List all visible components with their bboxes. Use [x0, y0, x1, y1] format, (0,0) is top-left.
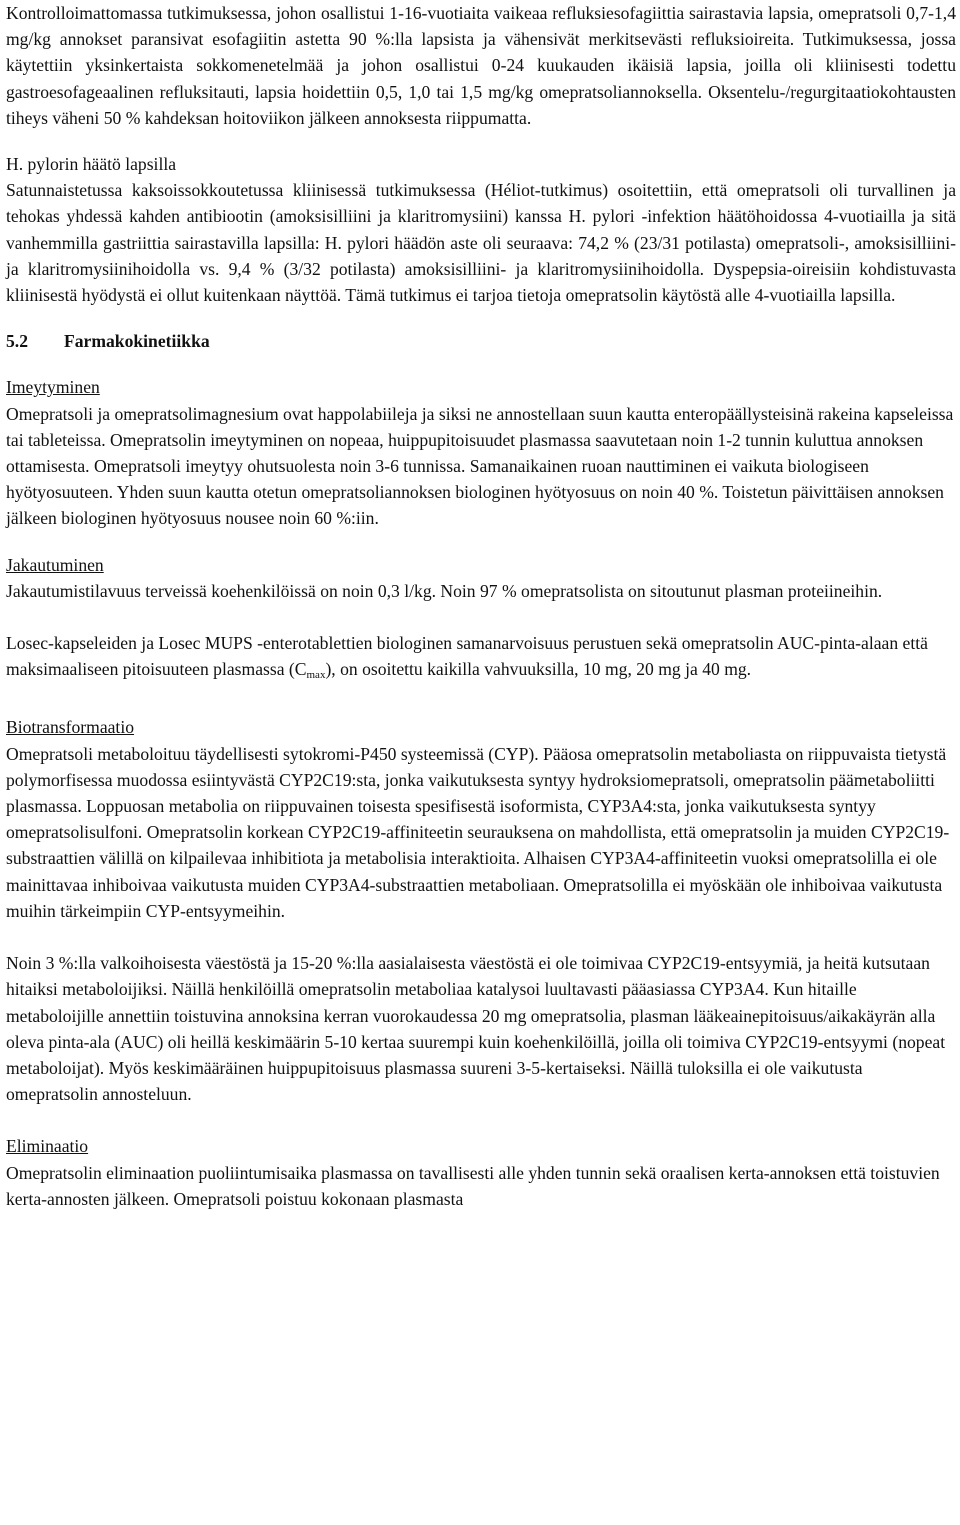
spacer [6, 688, 956, 714]
paragraph-poor-metabolisers: Noin 3 %:lla valkoihoisesta väestöstä ja 15-20 %:lla aasialaisesta väestöstä ei ole toimivaa CYP2C19-entsyymiä, ja heitä kutsutaan hitaiksi metaboloijiksi. Näillä henkilöillä omepratsolin metaboliaa katalysoi luultavasti pääasiassa CYP3A4. Kun hitaille metaboloijille annettiin toistuvina annoksina kerran vuorokaudessa 20 mg omepratsolia, plasman lääkeainepitoisuus/aikakäyrän alla oleva pinta-ala (AUC) oli heillä keskimäärin 5-10 kertaa suurempi kuin koehenkilöillä, joilla oli toimiva CYP2C19-entsyymi (nopeat metaboloijat). Myös keskimääräinen huippupitoisuus plasmassa suureni 3-5-kertaiseksi. Näillä tuloksilla ei ole vaikutusta omepratsolin annosteluun. [6, 953, 946, 1105]
spacer [6, 924, 956, 950]
cmax-subscript: max [306, 669, 326, 682]
paragraph-biotransformation: Omepratsoli metaboloituu täydellisesti sytokromi-P450 systeemissä (CYP). Pääosa omepratsolin metaboliasta on riippuvaista tietystä polymorfisessa muodossa esiintyvästä CYP2C19:sta, jonka vaikutuksesta syntyy hydroksiomepratsoli, omepratsolin päämetaboliitti plasmassa. Loppuosan metabolia on riippuvainen toisesta spesifisestä isoformista, CYP3A4:sta, jonka vaikutuksesta syntyy omepratsolisulfoni. Omepratsolin korkean CYP2C19-affiniteetin seurauksena on mahdollista, että omepratsolin ja muiden CYP2C19-substraattien välillä on kilpailevaa inhibitiota ja metabolisia interaktioita. Alhaisen CYP3A4-affiniteetin vuoksi omepratsolilla ei ole mainittavaa inhiboivaa vaikutusta muiden CYP3A4-substraattien metaboliaan. Omepratsolilla ei myöskään ole inhiboivaa vaikutusta muihin tärkeimpiin CYP-entsyymeihin. [6, 743, 950, 921]
losec-text-after: ), on osoitettu kaikilla vahvuuksilla, 10 mg, 20 mg ja 40 mg. [325, 659, 752, 680]
paragraph-absorption: Omepratsoli ja omepratsolimagnesium ovat happolabiileja ja siksi ne annostellaan suun kautta enteropäällysteisinä rakeina kapseleissa tai tableteissa. Omepratsolin imeytyminen on nopeaa, huippupitoisuudet plasmassa saavutetaan noin 1-2 tunnin kuluttua annoksen ottamisesta. Omepratsoli imeytyy ohutsuolesta noin 3-6 tunnissa. Samanaikainen ruoan nauttiminen ei vaikuta biologiseen hyötyosuuteen. Yhden suun kautta otetun omepratsoliannoksen biologinen hyötyosuus on noin 40 %. Toistetun päivittäisen annoksen jälkeen biologinen hyötyosuus nousee noin 60 %:iin. [6, 403, 954, 529]
heading-biotransformation: Biotransformaatio [6, 717, 135, 738]
document-page [6, 0, 956, 1212]
spacer [6, 604, 956, 630]
section-heading-pharmacokinetics [6, 328, 956, 354]
spacer [6, 354, 956, 374]
section-number: 5.2 [6, 331, 28, 352]
spacer [6, 131, 956, 151]
heading-elimination: Eliminaatio [6, 1136, 89, 1157]
losec-text-before: Losec-kapseleiden ja Losec MUPS -enterotablettien biologinen samanarvoisuus perustuen sekä omepratsolin AUC-pinta-alaan että maksimaaliseen pitoisuuteen plasmassa (C [6, 633, 928, 680]
heading-absorption: Imeytyminen [6, 377, 100, 398]
paragraph-distribution: Jakautumistilavuus terveissä koehenkilöissä on noin 0,3 l/kg. Noin 97 % omepratsolista on sitoutunut plasman proteiineihin. [6, 580, 883, 601]
heading-h-pylori-children: H. pylorin häätö lapsilla [6, 154, 177, 175]
paragraph-h-pylori: Satunnaistetussa kaksoissokkoutetussa kliinisessä tutkimuksessa (Héliot-tutkimus) osoitettiin, että omepratsoli oli turvallinen ja tehokas yhdessä kahden antibiootin (amoksisilliini ja klaritromysiini) kanssa H. pylori -infektion häätöhoidossa 4-vuotiailla ja sitä vanhemmilla gastriittia sairastavilla lapsilla: H. pylori häädön aste oli seuraava: 74,2 % (23/31 potilasta) omepratsoli-, amoksisilliini- ja klaritromysiinihoidolla vs. 9,4 % (3/32 potilasta) amoksisilliini- ja klaritromysiinihoidolla. Dyspepsia-oireisiin kohdistuvasta kliinisestä hyödystä ei ollut kuitenkaan näyttöä. Tämä tutkimus ei tarjoa tietoja omepratsolin käytöstä alle 4-vuotiailla lapsilla. [6, 180, 956, 306]
spacer [6, 532, 956, 552]
paragraph-pediatric-reflux: Kontrolloimattomassa tutkimuksessa, johon osallistui 1-16-vuotiaita vaikeaa refluksiesofagiittia sairastavia lapsia, omepratsoli 0,7-1,4 mg/kg annokset paransivat esofagiitin astetta 90 %:lla lapsista ja vähensivät merkitsevästi refluksioireita. Tutkimuksessa, jossa käytettiin yksinkertaista sokkomenetelmää ja johon osallistui 0-24 kuukauden ikäisiä lapsia, joilla oli kliinisesti todettu gastroesofageaalinen refluksitauti, lapsia hoidettiin 0,5, 1,0 tai 1,5 mg/kg omepratsoliannoksella. Oksentelu-/regurgitaatiokohtausten tiheys väheni 50 % kahdeksan hoitoviikon jälkeen annoksesta riippumatta. [6, 3, 956, 128]
paragraph-elimination: Omepratsolin eliminaation puoliintumisaika plasmassa on tavallisesti alle yhden tunnin sekä oraalisen kerta-annoksen että toistuvien kerta-annosten jälkeen. Omepratsoli poistuu kokonaan plasmasta [6, 1162, 940, 1209]
section-title: Farmakokinetiikka [64, 331, 210, 352]
heading-distribution: Jakautuminen [6, 554, 104, 575]
spacer [6, 1107, 956, 1133]
spacer [6, 308, 956, 328]
paragraph-losec-bioequivalence [6, 630, 956, 688]
